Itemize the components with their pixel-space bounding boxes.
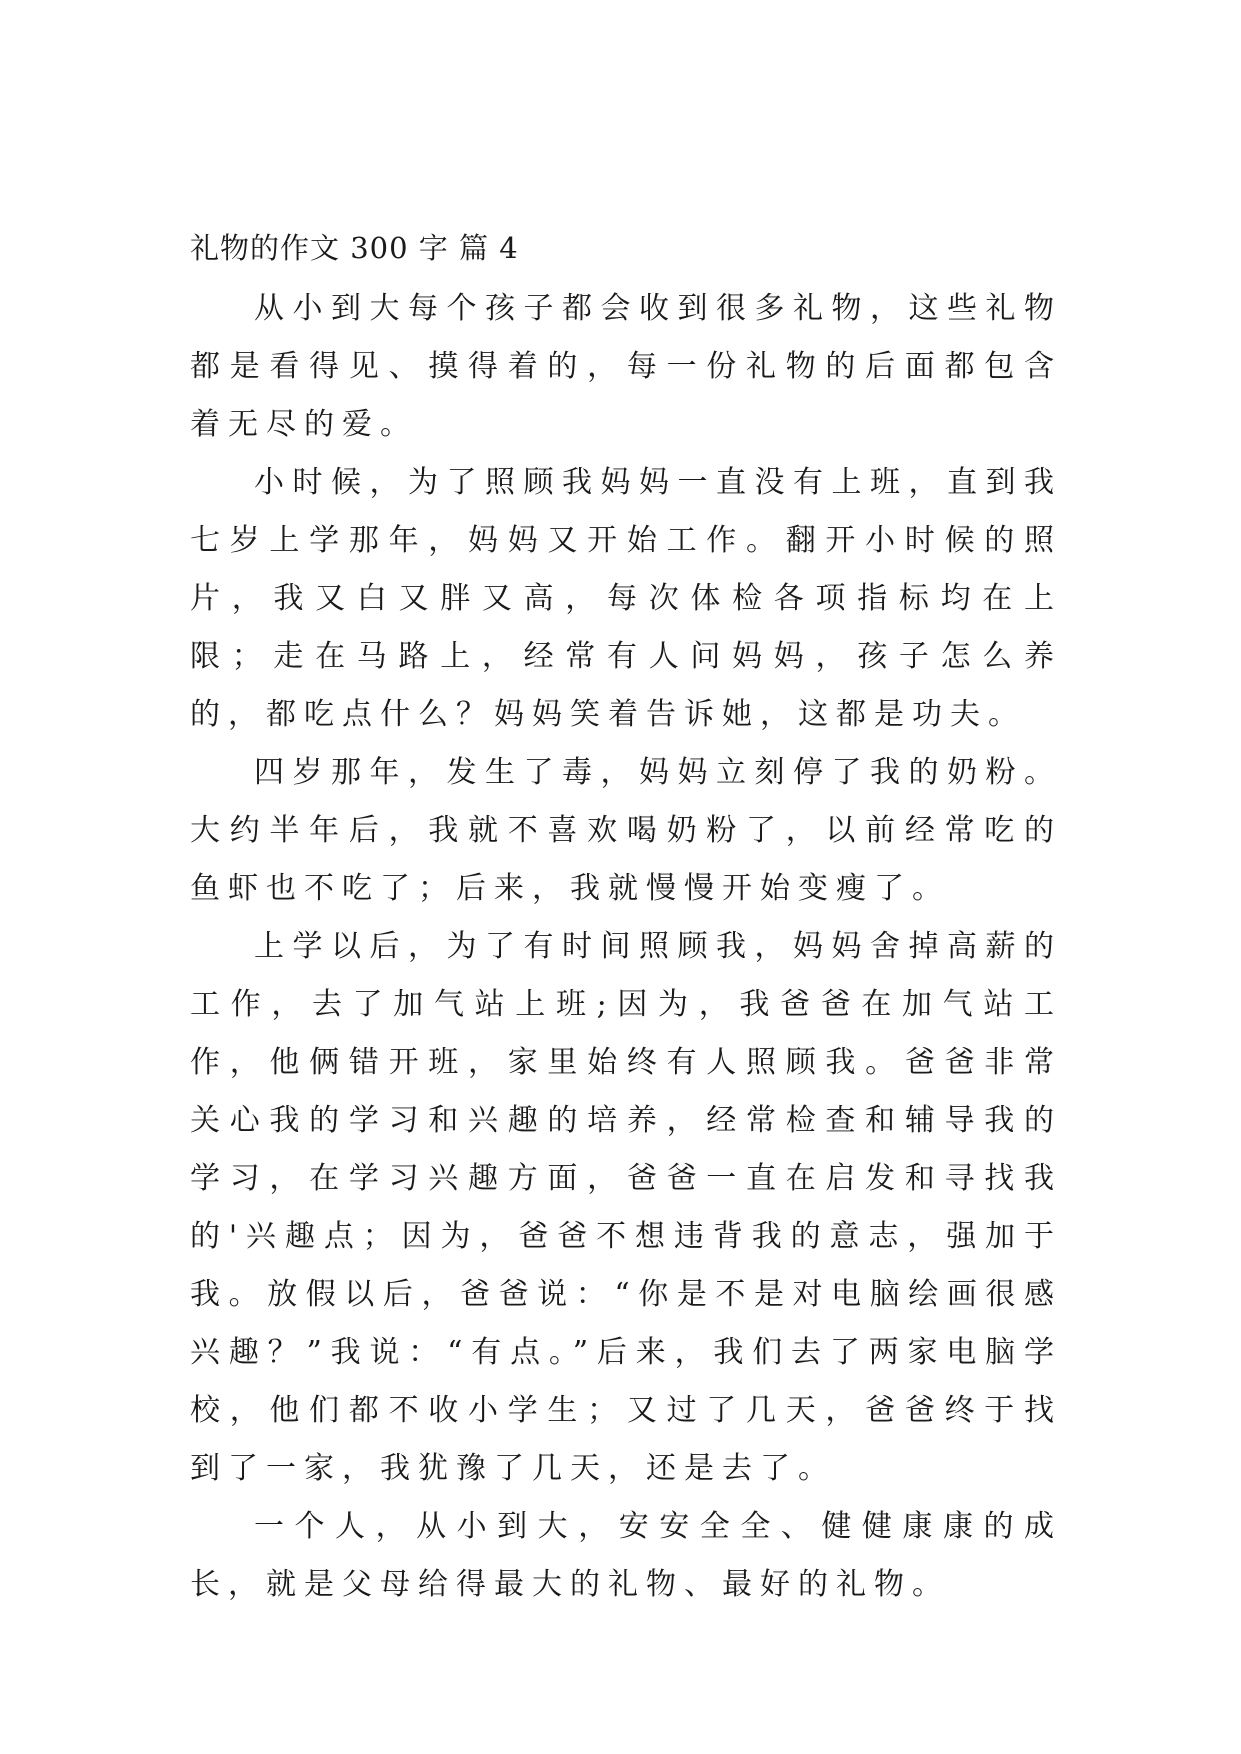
paragraph-3: 四岁那年，发生了毒，妈妈立刻停了我的奶粉。大约半年后，我就不喜欢喝奶粉了，以前经常吃的鱼虾也不吃了；后来，我就慢慢开始变瘦了。 — [190, 755, 1062, 906]
paragraph-4: 上学以后，为了有时间照顾我，妈妈舍掉高薪的工作，去了加气站上班;因为，我爸爸在加气站工作，他俩错开班，家里始终有人照顾我。爸爸非常关心我的学习和兴趣的培养，经常检查和辅导我的学习，在学习兴趣方面，爸爸一直在启发和寻找我的'兴趣点；因为，爸爸不想违背我的意志，强加于我。放假以后，爸爸说：“你是不是对电脑绘画很感兴趣？”我说：“有点。”后来，我们去了两家电脑学校，他们都不收小学生；又过了几天，爸爸终于找到了一家，我犹豫了几天，还是去了。 — [190, 929, 1062, 1486]
paragraph-5: 一个人，从小到大，安安全全、健健康康的成长，就是父母给得最大的礼物、最好的礼物。 — [190, 1509, 1062, 1602]
document-body — [190, 280, 1062, 1614]
paragraph-1: 从小到大每个孩子都会收到很多礼物，这些礼物都是看得见、摸得着的，每一份礼物的后面都包含着无尽的爱。 — [190, 291, 1062, 442]
paragraph-2: 小时候，为了照顾我妈妈一直没有上班，直到我七岁上学那年，妈妈又开始工作。翻开小时候的照片，我又白又胖又高，每次体检各项指标均在上限；走在马路上，经常有人问妈妈，孩子怎么养的，都吃点什么？妈妈笑着告诉她，这都是功夫。 — [190, 465, 1062, 732]
document-title: 礼物的作文 300 字 篇 4 — [190, 231, 519, 265]
